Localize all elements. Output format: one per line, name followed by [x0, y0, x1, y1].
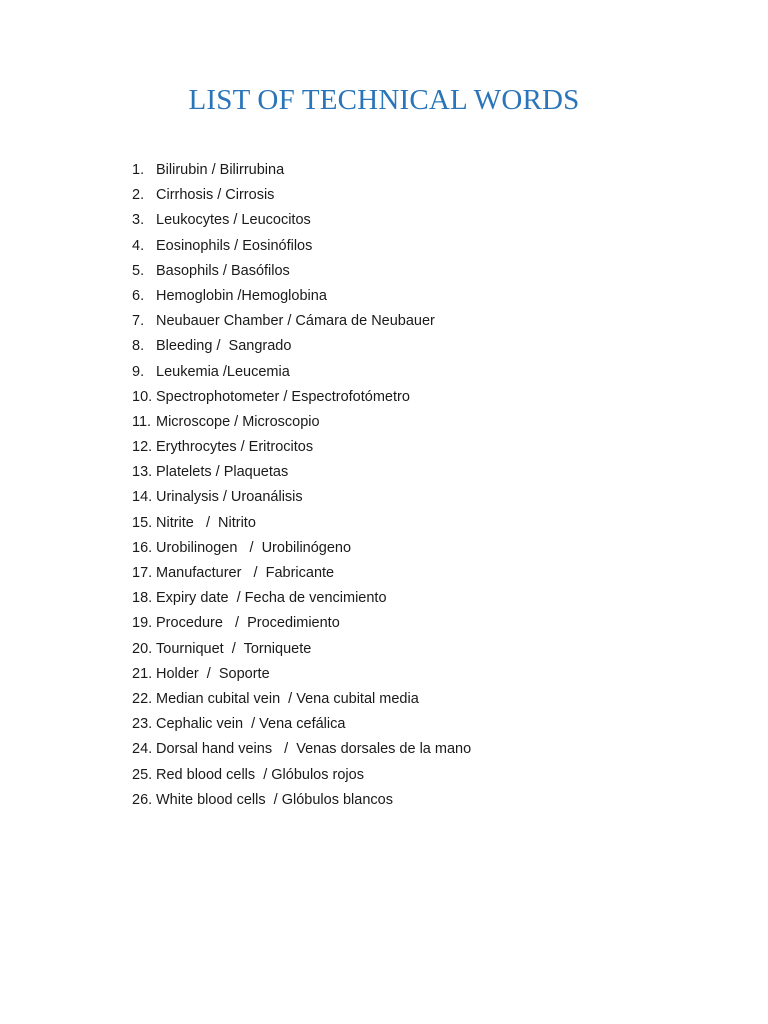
item-number: 9.	[132, 363, 145, 380]
item-text: Urinalysis / Uroanálisis	[156, 489, 303, 506]
item-text: Erythrocytes / Eritrocitos	[156, 439, 314, 456]
item-text: Procedure / Procedimiento	[156, 615, 340, 632]
list-item	[132, 309, 471, 334]
item-number: 16.	[132, 539, 153, 556]
list-item	[132, 788, 471, 813]
item-text: Holder / Soporte	[156, 665, 270, 682]
item-text: Leukemia /Leucemia	[156, 363, 290, 380]
item-number: 13.	[132, 464, 153, 481]
document-title: LIST OF TECHNICAL WORDS	[188, 84, 580, 116]
item-number: 15.	[132, 514, 153, 531]
item-text: Neubauer Chamber / Cámara de Neubauer	[156, 313, 435, 330]
item-text: Bilirubin / Bilirrubina	[156, 162, 285, 178]
list-item	[132, 662, 471, 687]
item-text: Manufacturer / Fabricante	[156, 565, 335, 581]
item-number: 18.	[132, 590, 153, 607]
item-text: White blood cells / Glóbulos blancos	[156, 791, 393, 808]
item-number: 26.	[132, 791, 153, 808]
list-item	[132, 485, 471, 510]
item-text: Bleeding / Sangrado	[156, 338, 292, 355]
item-number: 23.	[132, 716, 153, 733]
item-number: 7.	[132, 313, 145, 330]
list-item	[132, 385, 471, 410]
list-item	[132, 435, 471, 460]
item-text: Cirrhosis / Cirrosis	[156, 187, 275, 204]
item-text: Spectrophotometer / Espectrofotómetro	[156, 388, 410, 405]
item-number: 17.	[132, 565, 153, 581]
item-text: Red blood cells / Glóbulos rojos	[156, 766, 364, 783]
item-text: Basophils / Basófilos	[156, 262, 290, 279]
technical-word-list	[132, 158, 471, 813]
item-number: 1.	[132, 162, 145, 178]
item-text: Nitrite / Nitrito	[156, 514, 256, 531]
list-item	[132, 158, 471, 183]
item-text: Platelets / Plaquetas	[156, 464, 289, 481]
list-item	[132, 234, 471, 259]
item-text: Tourniquet / Torniquete	[156, 640, 312, 657]
item-number: 4.	[132, 237, 145, 254]
list-item	[132, 410, 471, 435]
list-item	[132, 183, 471, 208]
item-text: Cephalic vein / Vena cefálica	[156, 716, 346, 733]
item-number: 2.	[132, 187, 145, 204]
item-number: 10.	[132, 388, 153, 405]
item-number: 12.	[132, 439, 153, 456]
item-number: 20.	[132, 640, 153, 657]
list-item	[132, 259, 471, 284]
item-number: 14.	[132, 489, 153, 506]
item-text: Median cubital vein / Vena cubital media	[156, 690, 419, 707]
list-item	[132, 334, 471, 359]
list-item	[132, 460, 471, 485]
item-number: 21.	[132, 665, 153, 682]
list-item	[132, 586, 471, 611]
item-text: Eosinophils / Eosinófilos	[156, 237, 313, 254]
item-number: 24.	[132, 741, 153, 758]
item-number: 6.	[132, 287, 145, 304]
list-item	[132, 687, 471, 712]
list-item	[132, 284, 471, 309]
list-item	[132, 511, 471, 536]
list-item	[132, 561, 471, 586]
item-number: 11.	[132, 413, 152, 430]
item-text: Leukocytes / Leucocitos	[156, 212, 311, 229]
list-item	[132, 360, 471, 385]
item-text: Microscope / Microscopio	[156, 413, 320, 430]
list-item	[132, 637, 471, 662]
item-text: Urobilinogen / Urobilinógeno	[156, 539, 352, 556]
item-text: Expiry date / Fecha de vencimiento	[156, 590, 387, 607]
item-text: Dorsal hand veins / Venas dorsales de la mano	[156, 741, 472, 758]
list-item	[132, 712, 471, 737]
item-number: 5.	[132, 262, 145, 279]
item-number: 3.	[132, 212, 145, 229]
list-item	[132, 208, 471, 233]
item-text: Hemoglobin /Hemoglobina	[156, 287, 327, 304]
item-number: 19.	[132, 615, 153, 632]
list-item	[132, 611, 471, 636]
list-item	[132, 763, 471, 788]
list-item	[132, 536, 471, 561]
item-number: 25.	[132, 766, 153, 783]
list-item	[132, 737, 471, 762]
item-number: 8.	[132, 338, 145, 355]
item-number: 22.	[132, 690, 153, 707]
